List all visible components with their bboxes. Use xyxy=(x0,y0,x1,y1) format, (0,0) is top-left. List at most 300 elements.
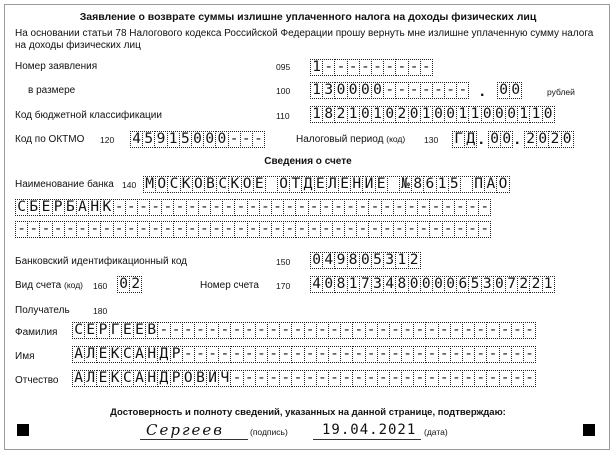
char-cell: П xyxy=(472,176,485,193)
char-cell: - xyxy=(304,322,317,339)
char-cell: - xyxy=(393,199,406,216)
char-cell: Г xyxy=(452,131,465,148)
account-type-code: 160 xyxy=(93,281,108,291)
char-cell: - xyxy=(255,346,268,363)
char-cell: 3 xyxy=(383,252,396,269)
char-cell: 1 xyxy=(420,106,433,123)
char-cell: - xyxy=(295,199,308,216)
char-cell: - xyxy=(429,221,442,238)
char-cell: - xyxy=(243,322,256,339)
char-cell: 2 xyxy=(548,131,561,148)
char-cell: - xyxy=(316,346,329,363)
char-cell: - xyxy=(283,199,296,216)
char-cell: 1 xyxy=(167,131,180,148)
bank-name-line-3[interactable] xyxy=(15,221,490,238)
char-cell: - xyxy=(478,221,491,238)
char-cell: - xyxy=(304,370,317,387)
char-cell: 3 xyxy=(322,82,335,99)
char-cell: 8 xyxy=(395,276,408,293)
char-cell: - xyxy=(222,199,235,216)
char-cell: А xyxy=(484,176,497,193)
char-cell: - xyxy=(322,59,335,76)
oktmo-label: Код по ОКТМО xyxy=(15,134,85,145)
char-cell: 0 xyxy=(383,106,396,123)
char-cell: - xyxy=(27,221,40,238)
char-cell: - xyxy=(206,322,219,339)
char-cell: А xyxy=(72,346,85,363)
char-cell: Б xyxy=(27,199,40,216)
char-cell: Н xyxy=(145,346,158,363)
char-cell: - xyxy=(486,346,499,363)
char-cell: 5 xyxy=(448,176,461,193)
char-cell: Р xyxy=(170,346,183,363)
amount-code: 100 xyxy=(276,86,291,96)
char-cell: - xyxy=(344,221,357,238)
char-cell: - xyxy=(393,221,406,238)
char-cell: - xyxy=(88,221,101,238)
char-cell: Г xyxy=(109,322,122,339)
account-type-field[interactable] xyxy=(117,276,141,293)
char-cell: 0 xyxy=(432,106,445,123)
signature-caption: (подпись) xyxy=(250,427,288,437)
bank-name-code: 140 xyxy=(122,180,137,190)
char-cell: 0 xyxy=(359,82,372,99)
name-field[interactable] xyxy=(72,346,535,363)
char-cell: Е xyxy=(84,322,97,339)
char-cell: - xyxy=(450,346,463,363)
char-cell: Д xyxy=(157,370,170,387)
char-cell: Л xyxy=(326,176,339,193)
char-cell: 7 xyxy=(359,276,372,293)
char-cell: - xyxy=(295,221,308,238)
char-cell: - xyxy=(420,82,433,99)
account-type-label: Вид счета (код) xyxy=(15,280,83,291)
char-cell: - xyxy=(340,370,353,387)
char-cell: - xyxy=(340,322,353,339)
char-cell: В xyxy=(204,176,217,193)
char-cell: - xyxy=(511,370,524,387)
char-cell: 2 xyxy=(334,106,347,123)
char-cell: - xyxy=(454,221,467,238)
char-cell: - xyxy=(523,346,536,363)
char-cell: - xyxy=(328,322,341,339)
recipient-label: Получатель xyxy=(15,305,70,316)
char-cell: Е xyxy=(133,322,146,339)
char-cell: - xyxy=(125,221,138,238)
char-cell: - xyxy=(413,322,426,339)
char-cell: 5 xyxy=(142,131,155,148)
char-cell: - xyxy=(413,346,426,363)
char-cell: - xyxy=(113,221,126,238)
char-cell: - xyxy=(308,199,321,216)
char-cell: Р xyxy=(170,370,183,387)
char-cell: 1 xyxy=(371,106,384,123)
char-cell: - xyxy=(206,346,219,363)
char-cell: 0 xyxy=(191,131,204,148)
char-cell: К xyxy=(180,176,193,193)
char-cell: - xyxy=(432,82,445,99)
char-cell: - xyxy=(240,131,253,148)
tax-period-dot-1: . xyxy=(479,131,484,148)
char-cell: С xyxy=(72,322,85,339)
char-cell: С xyxy=(167,176,180,193)
char-cell: А xyxy=(76,199,89,216)
char-cell: 0 xyxy=(359,106,372,123)
char-cell: Е xyxy=(253,176,266,193)
char-cell: К xyxy=(109,370,122,387)
char-cell: - xyxy=(401,346,414,363)
char-cell: - xyxy=(450,322,463,339)
char-cell: - xyxy=(444,82,457,99)
char-cell: 1 xyxy=(517,106,530,123)
char-cell: 0 xyxy=(310,252,323,269)
kbk-label: Код бюджетной классификации xyxy=(15,110,162,121)
char-cell: Р xyxy=(96,322,109,339)
char-cell: Е xyxy=(338,176,351,193)
char-cell: 0 xyxy=(536,131,549,148)
char-cell: Е xyxy=(314,176,327,193)
char-cell: Р xyxy=(52,199,65,216)
char-cell: - xyxy=(352,370,365,387)
char-cell: - xyxy=(328,346,341,363)
char-cell: - xyxy=(279,322,292,339)
char-cell: Л xyxy=(84,370,97,387)
char-cell: О xyxy=(277,176,290,193)
char-cell: - xyxy=(267,322,280,339)
char-cell: 0 xyxy=(117,276,130,293)
char-cell: 2 xyxy=(395,106,408,123)
char-cell: - xyxy=(420,59,433,76)
char-cell: - xyxy=(198,221,211,238)
char-cell: Д xyxy=(464,131,477,148)
char-cell: Н xyxy=(350,176,363,193)
char-cell: - xyxy=(368,199,381,216)
char-cell: 7 xyxy=(505,276,518,293)
char-cell: - xyxy=(486,370,499,387)
char-cell: - xyxy=(271,221,284,238)
char-cell: О xyxy=(155,176,168,193)
char-cell: - xyxy=(100,221,113,238)
char-cell: - xyxy=(408,59,421,76)
char-cell: 1 xyxy=(347,106,360,123)
tax-period-type-field[interactable] xyxy=(452,131,476,148)
char-cell: - xyxy=(474,370,487,387)
char-cell: 0 xyxy=(493,106,506,123)
char-cell: - xyxy=(462,322,475,339)
char-cell: - xyxy=(377,322,390,339)
char-cell: 6 xyxy=(423,176,436,193)
char-cell: - xyxy=(173,199,186,216)
signature-line xyxy=(140,439,248,440)
char-cell: Н xyxy=(145,370,158,387)
char-cell: 1 xyxy=(468,106,481,123)
amount-kopecks-field[interactable] xyxy=(497,82,521,99)
char-cell: - xyxy=(194,346,207,363)
char-cell: - xyxy=(210,221,223,238)
char-cell: 0 xyxy=(359,252,372,269)
bik-label: Банковский идентификационный код xyxy=(15,256,187,267)
char-cell: - xyxy=(462,346,475,363)
corner-marker-right xyxy=(583,424,595,436)
date-value: 19.04.2021 xyxy=(322,422,417,438)
char-cell: С xyxy=(15,199,28,216)
char-cell: - xyxy=(389,322,402,339)
char-cell: - xyxy=(365,322,378,339)
char-cell: 1 xyxy=(456,106,469,123)
char-cell: - xyxy=(371,59,384,76)
char-cell: - xyxy=(279,370,292,387)
char-cell: 8 xyxy=(347,252,360,269)
char-cell: - xyxy=(438,346,451,363)
char-cell: - xyxy=(454,199,467,216)
char-cell: - xyxy=(259,199,272,216)
char-cell: - xyxy=(523,322,536,339)
char-cell: - xyxy=(125,199,138,216)
char-cell: - xyxy=(182,322,195,339)
amount-decimal-point: . xyxy=(480,83,485,100)
char-cell: - xyxy=(194,322,207,339)
char-cell: Е xyxy=(39,199,52,216)
char-cell: - xyxy=(381,199,394,216)
char-cell: - xyxy=(308,221,321,238)
char-cell: 0 xyxy=(505,106,518,123)
char-cell: - xyxy=(425,346,438,363)
char-cell: - xyxy=(230,346,243,363)
char-cell: О xyxy=(192,176,205,193)
char-cell: - xyxy=(234,199,247,216)
char-cell: - xyxy=(356,199,369,216)
char-cell: 1 xyxy=(436,176,449,193)
char-cell: - xyxy=(347,59,360,76)
surname-field[interactable] xyxy=(72,322,535,339)
char-cell: А xyxy=(133,346,146,363)
char-cell: - xyxy=(186,221,199,238)
char-cell: 0 xyxy=(408,276,421,293)
char-cell: - xyxy=(462,370,475,387)
char-cell: - xyxy=(230,370,243,387)
char-cell: - xyxy=(291,322,304,339)
char-cell: - xyxy=(259,221,272,238)
char-cell: 2 xyxy=(408,252,421,269)
char-cell: - xyxy=(267,346,280,363)
char-cell: К xyxy=(228,176,241,193)
oktmo-field[interactable] xyxy=(130,131,264,148)
surname-label: Фамилия xyxy=(15,327,58,338)
char-cell: - xyxy=(332,221,345,238)
char-cell: - xyxy=(340,346,353,363)
bank-name-line-2[interactable] xyxy=(15,199,490,216)
char-cell: - xyxy=(291,370,304,387)
char-cell: 0 xyxy=(432,276,445,293)
char-cell: № xyxy=(399,176,412,193)
char-cell: - xyxy=(408,82,421,99)
char-cell: 9 xyxy=(154,131,167,148)
name-label: Имя xyxy=(15,351,35,362)
char-cell: 0 xyxy=(371,82,384,99)
char-cell: 6 xyxy=(456,276,469,293)
intro-text: На основании статьи 78 Налогового кодекса Российской Федерации прошу вернуть мне излишне уплаченную сумму налога на доходы физических лиц xyxy=(15,28,594,51)
patronymic-field[interactable] xyxy=(72,370,535,387)
char-cell: Ч xyxy=(218,370,231,387)
char-cell: - xyxy=(389,346,402,363)
char-cell: - xyxy=(425,322,438,339)
char-cell: 8 xyxy=(411,176,424,193)
char-cell: Д xyxy=(157,346,170,363)
char-cell: Е xyxy=(96,370,109,387)
char-cell: 0 xyxy=(444,276,457,293)
char-cell: - xyxy=(161,199,174,216)
char-cell: - xyxy=(359,59,372,76)
char-cell: - xyxy=(405,199,418,216)
char-cell: - xyxy=(352,322,365,339)
char-cell: - xyxy=(511,346,524,363)
char-cell: 1 xyxy=(347,276,360,293)
bik-code: 150 xyxy=(276,257,291,267)
bik-field[interactable] xyxy=(310,252,420,269)
char-cell: - xyxy=(267,370,280,387)
char-cell: - xyxy=(271,199,284,216)
char-cell: - xyxy=(230,322,243,339)
char-cell: - xyxy=(499,322,512,339)
char-cell: 0 xyxy=(542,106,555,123)
char-cell: 5 xyxy=(179,131,192,148)
bank-name-label: Наименование банка xyxy=(15,179,114,190)
char-cell: - xyxy=(247,221,260,238)
char-cell: - xyxy=(255,322,268,339)
char-cell: - xyxy=(383,59,396,76)
char-cell: Е xyxy=(121,322,134,339)
oktmo-code: 120 xyxy=(100,135,115,145)
char-cell: - xyxy=(210,199,223,216)
char-cell: - xyxy=(113,199,126,216)
char-cell: 0 xyxy=(347,82,360,99)
char-cell: - xyxy=(15,221,28,238)
char-cell: - xyxy=(198,199,211,216)
char-cell: - xyxy=(344,199,357,216)
char-cell: Е xyxy=(375,176,388,193)
amount-unit: рублей xyxy=(547,87,575,97)
char-cell: М xyxy=(143,176,156,193)
tax-period-year-field[interactable] xyxy=(524,131,573,148)
char-cell: 0 xyxy=(322,276,335,293)
char-cell: - xyxy=(291,346,304,363)
char-cell: Д xyxy=(301,176,314,193)
char-cell: 0 xyxy=(509,82,522,99)
char-cell: Т xyxy=(289,176,302,193)
char-cell: - xyxy=(499,346,512,363)
char-cell: 0 xyxy=(420,276,433,293)
char-cell: Н xyxy=(88,199,101,216)
char-cell: - xyxy=(438,370,451,387)
char-cell: - xyxy=(247,199,260,216)
char-cell: О xyxy=(182,370,195,387)
char-cell: Л xyxy=(84,346,97,363)
char-cell: - xyxy=(466,221,479,238)
char-cell: - xyxy=(474,322,487,339)
char-cell: 2 xyxy=(517,276,530,293)
date-caption: (дата) xyxy=(424,427,448,437)
char-cell: - xyxy=(417,199,430,216)
tax-period-dot-2: . xyxy=(515,131,520,148)
char-cell: 0 xyxy=(408,106,421,123)
char-cell: - xyxy=(173,221,186,238)
char-cell: 0 xyxy=(215,131,228,148)
application-number-code: 095 xyxy=(276,62,291,72)
tax-period-number-field[interactable] xyxy=(488,131,512,148)
char-cell: - xyxy=(316,322,329,339)
char-cell: - xyxy=(499,370,512,387)
date-line xyxy=(313,439,421,440)
char-cell: - xyxy=(137,199,150,216)
char-cell: - xyxy=(64,221,77,238)
char-cell: Е xyxy=(96,346,109,363)
char-cell: - xyxy=(377,346,390,363)
char-cell: - xyxy=(218,322,231,339)
char-cell: - xyxy=(456,82,469,99)
char-cell: 0 xyxy=(444,106,457,123)
char-cell: - xyxy=(252,131,265,148)
application-number-field[interactable] xyxy=(310,59,432,76)
signature: Сергеев xyxy=(146,421,225,439)
char-cell: 2 xyxy=(529,276,542,293)
char-cell: - xyxy=(186,199,199,216)
char-cell: - xyxy=(161,221,174,238)
char-cell: И xyxy=(362,176,375,193)
char-cell: - xyxy=(255,370,268,387)
char-cell: - xyxy=(365,370,378,387)
amount-field[interactable] xyxy=(310,82,468,99)
char-cell: - xyxy=(170,322,183,339)
char-cell: 0 xyxy=(203,131,216,148)
char-cell: - xyxy=(283,221,296,238)
corner-marker-left xyxy=(17,424,29,436)
account-number-field[interactable] xyxy=(310,276,554,293)
char-cell: 1 xyxy=(529,106,542,123)
char-cell: - xyxy=(442,221,455,238)
char-cell: - xyxy=(413,370,426,387)
char-cell: - xyxy=(450,370,463,387)
char-cell: - xyxy=(365,346,378,363)
char-cell: - xyxy=(316,370,329,387)
char-cell: - xyxy=(218,346,231,363)
char-cell: 0 xyxy=(481,106,494,123)
char-cell: 2 xyxy=(524,131,537,148)
char-cell: С xyxy=(216,176,229,193)
char-cell: - xyxy=(279,346,292,363)
char-cell: - xyxy=(320,221,333,238)
char-cell: 9 xyxy=(334,252,347,269)
bank-name-line-1[interactable] xyxy=(143,176,509,193)
kbk-field[interactable] xyxy=(310,106,554,123)
char-cell: - xyxy=(149,221,162,238)
char-cell: - xyxy=(356,221,369,238)
char-cell: 4 xyxy=(130,131,143,148)
char-cell: - xyxy=(466,199,479,216)
amount-label: в размере xyxy=(28,85,76,96)
char-cell: 0 xyxy=(561,131,574,148)
char-cell: - xyxy=(368,221,381,238)
char-cell: - xyxy=(320,199,333,216)
char-cell: 3 xyxy=(481,276,494,293)
char-cell: - xyxy=(405,221,418,238)
char-cell: - xyxy=(52,221,65,238)
char-cell: - xyxy=(401,322,414,339)
char-cell: 0 xyxy=(334,82,347,99)
char-cell: - xyxy=(395,82,408,99)
char-cell: 1 xyxy=(310,106,323,123)
char-cell: - xyxy=(222,221,235,238)
char-cell: - xyxy=(228,131,241,148)
